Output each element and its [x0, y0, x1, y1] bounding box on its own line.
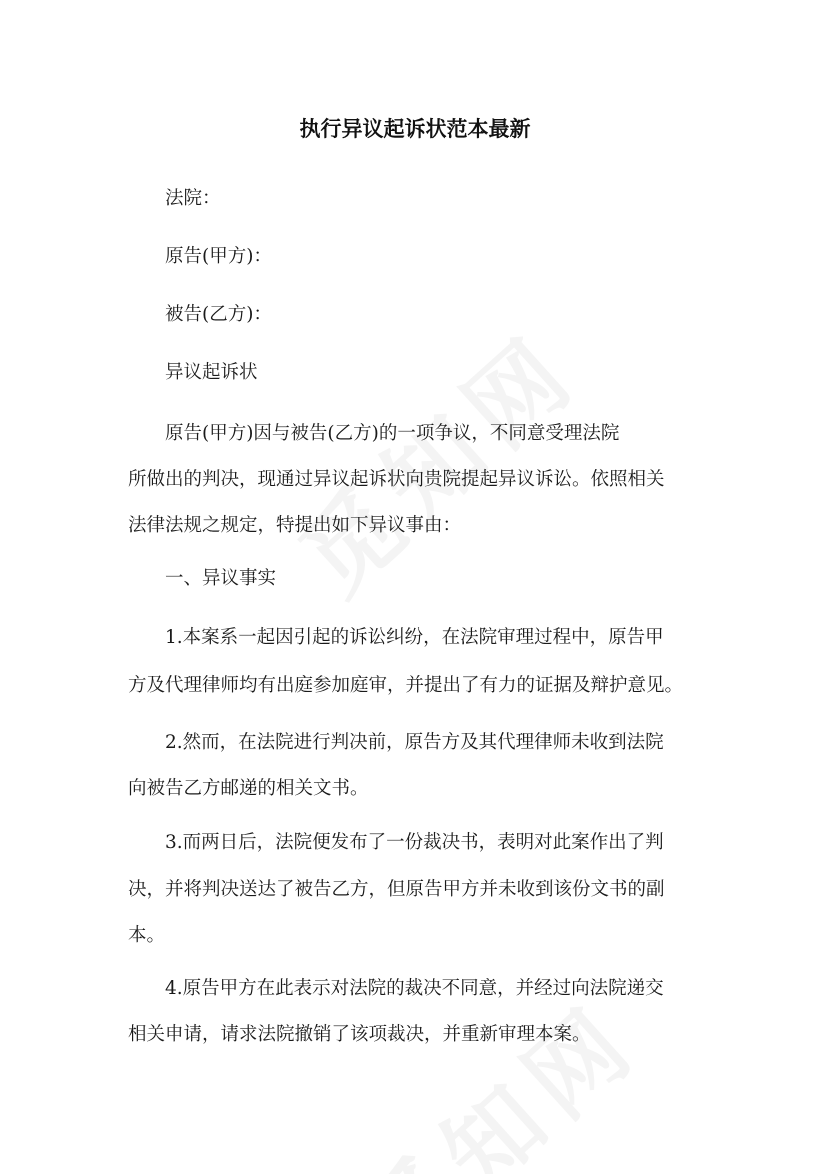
plaintiff-line: 原告(甲方)： [165, 246, 272, 267]
item-line: 1.本案系一起因引起的诉讼纠纷，在法院审理过程中，原告甲 [165, 627, 664, 648]
item-line: 决，并将判决送达了被告乙方，但原告甲方并未收到该份文书的副 [128, 879, 665, 900]
item-line: 相关申请，请求法院撤销了该项裁决，并重新审理本案。 [128, 1024, 591, 1045]
item-line: 方及代理律师均有出庭参加庭审，并提出了有力的证据及辩护意见。 [128, 675, 684, 696]
intro-line: 所做出的判决，现通过异议起诉状向贵院提起异议诉讼。依照相关 [128, 469, 665, 490]
defendant-line: 被告(乙方)： [165, 304, 272, 325]
item-line: 2.然而，在法院进行判决前，原告方及其代理律师未收到法院 [165, 732, 664, 753]
section-one-heading: 一、异议事实 [165, 568, 277, 589]
intro-line: 法律法规之规定，特提出如下异议事由： [128, 515, 462, 536]
document-title: 执行异议起诉状范本最新 [299, 117, 531, 141]
item-line: 向被告乙方邮递的相关文书。 [128, 778, 369, 799]
watermark [267, 297, 604, 620]
item-line: 3.而两日后，法院便发布了一份裁决书，表明对此案作出了判 [165, 832, 664, 853]
item-line: 本。 [128, 925, 166, 946]
court-line: 法院： [165, 188, 221, 209]
intro-line: 原告(甲方)因与被告(乙方)的一项争议，不同意受理法院 [165, 423, 620, 444]
item-line: 4.原告甲方在此表示对法院的裁决不同意，并经过向法院递交 [165, 978, 664, 999]
section-heading: 异议起诉状 [165, 362, 258, 383]
